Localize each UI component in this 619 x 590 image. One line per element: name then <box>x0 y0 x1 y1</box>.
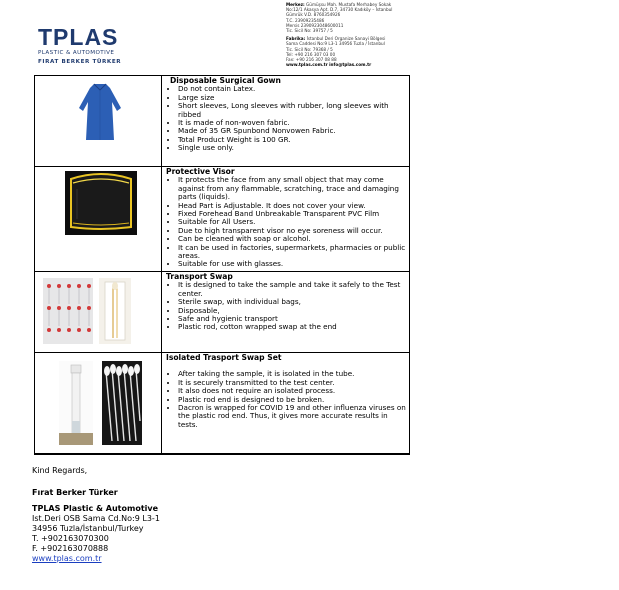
list-item: • Head Part is Adjustable. It does not cover your view. <box>178 202 406 210</box>
address-line: Fabrika: İstanbul Deri Organize Sanayi Bölgesi <box>286 36 386 42</box>
address-line: Tel: +90 216 307 03 00 <box>286 51 336 57</box>
protective-visor-image <box>65 171 137 235</box>
logo-name: FIRAT BERKER TÜRKER <box>38 59 122 65</box>
email-signature <box>32 466 160 564</box>
address-line: Gümrük V.D. 8760354926 <box>286 12 341 18</box>
list-item: • It can be used in factories, supermarkets, pharmacies or public areas. <box>178 244 406 261</box>
address-line: Fax: +90 216 307 08 88 <box>286 57 337 63</box>
list-item: • Plastic rod, cotton wrapped swap at the end <box>178 323 406 331</box>
list-item: • Single use only. <box>178 144 406 152</box>
closing-text: Kind Regards, <box>32 466 88 475</box>
list-item: • It is securely transmitted to the test center. <box>178 379 406 387</box>
product-feature-list <box>166 85 406 152</box>
logo-subtitle: PLASTIC & AUTOMOTIVE <box>38 50 115 56</box>
address-line: Sama Caddesi No:9 L3-1 34956 Tuzla / İstanbul <box>286 41 385 47</box>
website-link[interactable]: www.tplas.com.tr <box>32 554 102 563</box>
company-logo <box>38 26 136 65</box>
address-line: T.C. 23909235486 <box>286 17 325 23</box>
address-line-2: 34956 Tuzla/İstanbul/Turkey <box>32 524 144 533</box>
surgical-gown-image <box>77 82 123 142</box>
list-item: • Due to high transparent visor no eye soreness will occur. <box>178 227 406 235</box>
address-line: Mersis 2390923048600011 <box>286 22 344 28</box>
product-row-protective-visor <box>35 167 409 272</box>
address-line: Tic. Sicil No: 79368 / 5 <box>286 46 333 52</box>
fax-number: F. +902163070888 <box>32 544 109 553</box>
list-item: • Fixed Forehead Band Unbreakable Transparent PVC Film <box>178 210 406 218</box>
product-title: Disposable Surgical Gown <box>170 76 281 85</box>
list-item: • Disposable, <box>178 307 406 315</box>
product-title: Protective Visor <box>166 167 235 176</box>
list-item: • Short sleeves, Long sleeves with rubber, long sleeves with ribbed <box>178 102 406 119</box>
list-item: • Suitable for use with glasses. <box>178 260 406 268</box>
product-feature-list <box>166 176 406 268</box>
phone-number: T. +902163070300 <box>32 534 109 543</box>
list-item: • It is made of non-woven fabric. <box>178 119 406 127</box>
logo-text: TPLAS <box>38 24 119 50</box>
address-line: www.tplas.com.tr info@tplas.com.tr <box>286 62 372 68</box>
list-item: • Suitable for All Users. <box>178 218 406 226</box>
list-item: • Safe and hygienic transport <box>178 315 406 323</box>
product-feature-list <box>166 370 406 429</box>
product-row-transport-swap <box>35 272 409 353</box>
list-item: • Large size <box>178 94 406 102</box>
list-item: • Do not contain Latex. <box>178 85 406 93</box>
company-name: TPLAS Plastic & Automotive <box>32 504 159 513</box>
product-title: Transport Swap <box>166 272 233 281</box>
list-item: • Total Product Weight is 100 GR. <box>178 136 406 144</box>
address-line: No:12/1 Akasya Apt. D.7, 34730 Kadıköy – İstanbul <box>286 7 393 13</box>
product-description <box>162 167 409 271</box>
swab-tube-image <box>59 361 93 445</box>
list-item: • Can be cleaned with soap or alcohol. <box>178 235 406 243</box>
product-description <box>162 353 409 453</box>
list-item: • It protects the face from any small object that may come against from any flammable, scratching, trace and damaging parts (liquids). <box>178 176 406 201</box>
list-item: • Sterile swap, with individual bags, <box>178 298 406 306</box>
product-image-cell <box>35 353 162 453</box>
address-line: Merkez: Gümüşsu Mah. Mustafa Merhabey Sokak <box>286 2 392 7</box>
swab-sticks-image <box>102 361 142 445</box>
product-image-cell <box>35 167 162 271</box>
product-image-cell <box>35 76 162 166</box>
list-item: • After taking the sample, it is isolated in the tube. <box>178 370 406 378</box>
list-item: • Dacron is wrapped for COVID 19 and other influenza viruses on the plastic rod end. Thus, it gives more accurate results in tests. <box>178 404 406 429</box>
signer-name: Fırat Berker Türker <box>32 488 118 497</box>
product-description <box>162 272 409 352</box>
list-item: • It is designed to take the sample and take it safely to the Test center. <box>178 281 406 298</box>
product-row-surgical-gown <box>35 76 409 167</box>
list-item: • It also does not require an isolated process. <box>178 387 406 395</box>
address-line-1: Ist.Deri OSB Sama Cd.No:9 L3-1 <box>32 514 160 523</box>
swab-stick-image <box>99 278 131 344</box>
list-item: • Plastic rod end is designed to be broken. <box>178 396 406 404</box>
company-address-block <box>286 2 436 67</box>
product-row-isolated-swap-set <box>35 353 409 455</box>
product-description <box>162 76 409 166</box>
swab-packets-image <box>43 278 93 344</box>
product-image-cell <box>35 272 162 352</box>
product-table <box>34 75 410 455</box>
address-line: Tic. Sicil No: 39757 / 5 <box>286 28 333 34</box>
list-item: • Made of 35 GR Spunbond Nonvowen Fabric. <box>178 127 406 135</box>
product-title: Isolated Trasport Swap Set <box>166 353 282 362</box>
product-feature-list <box>166 281 406 331</box>
